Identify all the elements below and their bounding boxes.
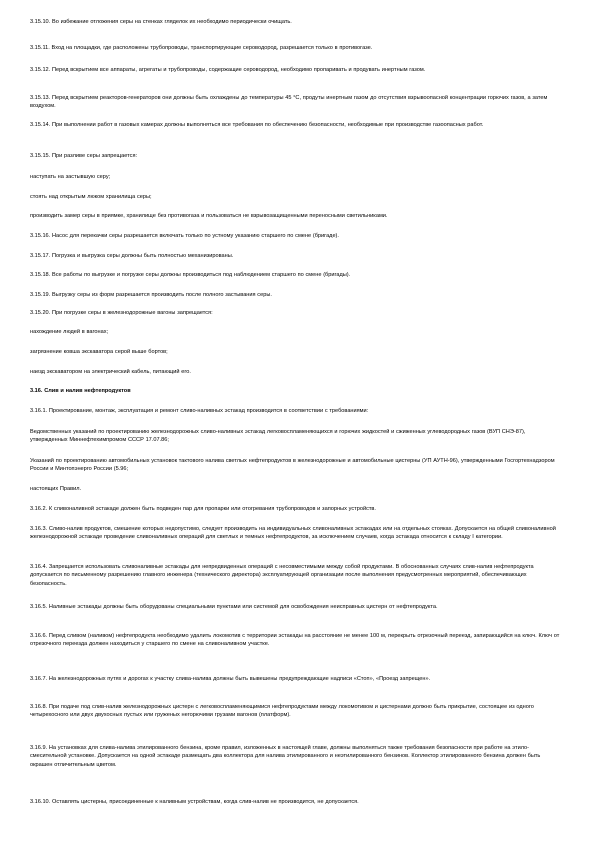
- paragraph-3-15-19: 3.15.19. Выгрузку серы из форм разрешается производить после полного застывания серы.: [30, 292, 272, 298]
- list-item: производить замер серы в приямке, хранилище без противогаза и пользоваться не взрывозащищенными переносными светильниками.: [30, 213, 388, 219]
- paragraph-3-15-11: 3.15.11. Вход на площадки, где расположены трубопроводы, транспортирующие сероводород, разрешается только в противогазе.: [30, 45, 373, 51]
- paragraph-3-15-14: 3.15.14. При выполнении работ в газовых камерах должны выполняться все требования по обеспечению безопасности, необходимые при производстве газоопасных работ.: [30, 122, 484, 128]
- paragraph-3-16-10: 3.16.10. Оставлять цистерны, присоединенные к наливным устройствам, когда слив-налив не производится, не допускается.: [30, 799, 359, 805]
- section-heading-3-16: 3.16. Слив и налив нефтепродуктов: [30, 388, 131, 394]
- list-item: настоящих Правил.: [30, 486, 82, 492]
- paragraph-3-16-4: 3.16.4. Запрещается использовать сливоналивные эстакады для непредвиденных операций с несовместимыми между собой продуктами. В обоснованных случаях слив-налив нефтепродукта допускается по письменному разрешению главного инженера (технического директора) эксплуатирующей организации после выполнения предусмотренных мероприятий, обеспечивающих безопасность.: [30, 564, 534, 587]
- paragraph-3-16-9: 3.16.9. На установках для слива-налива этилированного бензина, кроме правил, изложенных в настоящей главе, должны выполняться также требования безопасности при работе на этило-смесительной установке. Допускается на одной эстакаде размещать два коллектора для налива этилированного и неэтилированного бензинов. Коллектор этилированного бензина должен быть окрашен отличительным цветом.: [30, 745, 541, 768]
- paragraph-3-16-7: 3.16.7. На железнодорожных путях и дорогах к участку слива-налива должны быть вывешены предупреждающие надписи «Стоп», «Проезд запрещен».: [30, 676, 431, 682]
- paragraph-3-15-15: 3.15.15. При разливе серы запрещается:: [30, 153, 138, 159]
- paragraph-3-15-13: 3.15.13. Перед вскрытием реакторов-генераторов они должны быть охлаждены до температуры 45 °С, продуты инертным газом до отсутствия взрывоопасной концентрации горючих газов, а затем воздухом.: [30, 95, 548, 110]
- paragraph-3-15-16: 3.15.16. Насос для перекачки серы разрешается включать только по устному указанию старшего по смене (бригаде).: [30, 233, 339, 239]
- paragraph-3-15-18: 3.15.18. Все работы по выгрузке и погрузке серы должны производиться под наблюдением старшего по смене (бригады).: [30, 272, 351, 278]
- paragraph-3-16-8: 3.16.8. При подаче под слив-налив железнодорожных цистерн с легковоспламеняющимися нефтепродуктами между локомотивом и цистернами должно быть прикрытие, состоящее из одного четырехосного или двух двухосных пустых или груженых негорючими грузами вагонов (платформ).: [30, 704, 534, 719]
- list-item: загрязнение ковша экскаватора серой выше бортов;: [30, 349, 168, 355]
- list-item: нахождение людей в вагонах;: [30, 329, 109, 335]
- paragraph-3-16-2: 3.16.2. К сливоналивной эстакаде должен быть подведен пар для пропарки или отогревания трубопроводов и запорных устройств.: [30, 506, 376, 512]
- list-item: стоять над открытым люком хранилища серы;: [30, 194, 152, 200]
- list-item: Указаний по проектированию автомобильных установок тактового налива светлых нефтепродуктов в железнодорожные и автомобильные цистерны (УП АУТН-96), утвержденными Госгортехнадзором России и Минтопэнерго России (5.96;: [30, 458, 555, 473]
- paragraph-3-15-12: 3.15.12. Перед вскрытием все аппараты, агрегаты и трубопроводы, содержащие сероводород, необходимо пропаривать и продувать инертным газом.: [30, 67, 426, 73]
- paragraph-3-15-20: 3.15.20. При погрузке серы в железнодорожные вагоны запрещается:: [30, 310, 213, 316]
- list-item: наезд экскаватором на электрический кабель, питающий его.: [30, 369, 191, 375]
- paragraph-3-15-17: 3.15.17. Погрузка и выгрузка серы должны быть полностью механизированы.: [30, 253, 234, 259]
- list-item: Ведомственных указаний по проектированию железнодорожных сливо-наливных эстакад легковоспламеняющихся и горючих жидкостей и сжиженных углеводородных газов (ВУП СНЭ-87), утвержденных Миннефтехимпромом СССР 17.07.86;: [30, 429, 526, 444]
- paragraph-3-16-1: 3.16.1. Проектирование, монтаж, эксплуатация и ремонт сливо-наливных эстакад производится в соответствии с требованиями:: [30, 408, 369, 414]
- paragraph-3-16-5: 3.16.5. Наливные эстакады должны быть оборудованы специальными пунктами или системой для освобождения неисправных цистерн от нефтепродукта.: [30, 604, 438, 610]
- paragraph-3-16-3: 3.16.3. Сливо-налив продуктов, смешение которых недопустимо, следует производить на индивидуальных сливоналивных эстакадах или на отдельных стояках. Допускается на общей сливоналивной железнодорожной эстакаде проведение сливоналивных операций для светлых и темных нефтепродуктов, за исключением случаев, когда эстакада относится к складу I категории.: [30, 526, 556, 541]
- paragraph-3-16-6: 3.16.6. Перед сливом (наливом) нефтепродукта необходимо удалить локомотив с территории эстакады на расстояние не менее 100 м, перекрыть отрезочный переезд, запирающийся на ключ. Ключ от отрезочного переезда должен находиться у старшего по смене на сливоналивном участке.: [30, 633, 560, 648]
- paragraph-3-15-10: 3.15.10. Во избежание отложения серы на стенках гляделок их необходимо периодически очищать.: [30, 19, 292, 25]
- list-item: наступать на застывшую серу;: [30, 174, 111, 180]
